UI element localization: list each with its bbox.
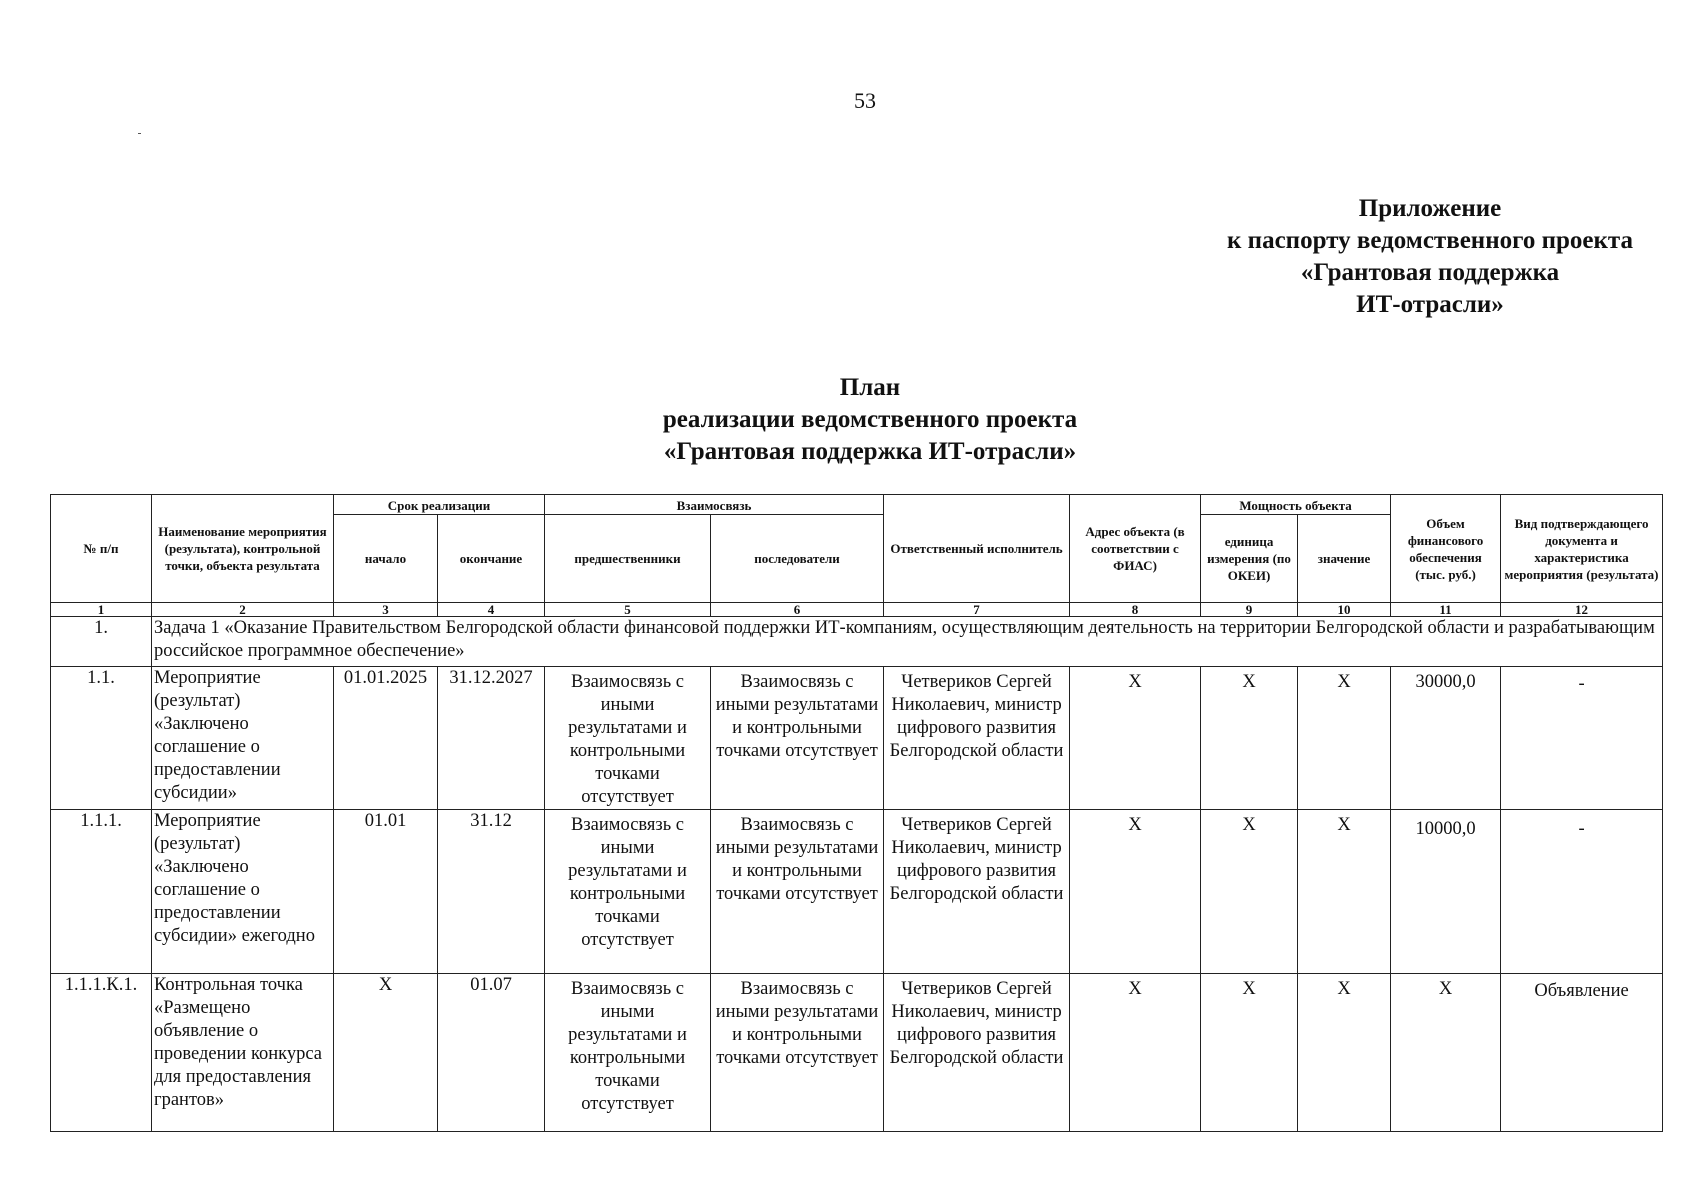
row-address: Х	[1070, 810, 1201, 974]
header-unit: единица измерения (по ОКЕИ)	[1201, 515, 1298, 603]
header-link: Взаимосвязь	[545, 495, 884, 515]
plan-table	[50, 494, 1663, 1132]
column-number: 4	[438, 603, 545, 617]
row-num: 1.1.1.	[51, 810, 152, 974]
row-unit: Х	[1201, 667, 1298, 810]
row-finance: 10000,0	[1391, 810, 1501, 974]
row-doc: Объявление	[1501, 974, 1663, 1132]
row-num: 1.1.	[51, 667, 152, 810]
row-responsible: Четвериков Сергей Николаевич, министр цифрового развития Белгородской области	[884, 810, 1070, 974]
plan-title-line-3: «Грантовая поддержка ИТ-отрасли»	[663, 438, 1077, 465]
table-row	[51, 667, 1663, 810]
row-unit: Х	[1201, 974, 1298, 1132]
column-number: 5	[545, 603, 711, 617]
plan-title-line-2: реализации ведомственного проекта	[662, 406, 1078, 433]
header-capacity: Мощность объекта	[1201, 495, 1391, 515]
column-number: 2	[152, 603, 334, 617]
header-doc-type: Вид подтверждающего документа и характеристика мероприятия (результата)	[1501, 495, 1663, 603]
scan-speck	[138, 133, 141, 134]
plan-title	[540, 372, 1200, 468]
header-address: Адрес объекта (в соответствии с ФИАС)	[1070, 495, 1201, 603]
column-number: 10	[1298, 603, 1391, 617]
row-unit: Х	[1201, 810, 1298, 974]
row-finance: 30000,0	[1391, 667, 1501, 810]
page-number: 53	[854, 88, 876, 113]
table-row	[51, 974, 1663, 1132]
row-value: Х	[1298, 810, 1391, 974]
row-predecessors: Взаимосвязь с иными результатами и контрольными точками отсутствует	[545, 810, 711, 974]
appendix-heading	[1170, 193, 1690, 321]
plan-title-line-1: План	[839, 374, 901, 401]
row-name: Контрольная точка «Размещено объявление о проведении конкурса для предоставления грантов»	[152, 974, 334, 1132]
task-text: Задача 1 «Оказание Правительством Белгородской области финансовой поддержки ИТ-компаниям, осуществляющим деятельность на территории Белгородской области и разрабатывающим российское программное обеспечение»	[152, 617, 1663, 667]
appendix-line-1: Приложение	[1358, 195, 1502, 222]
row-doc: -	[1501, 810, 1663, 974]
appendix-line-2: к паспорту ведомственного проекта	[1227, 227, 1633, 254]
header-period: Срок реализации	[334, 495, 545, 515]
header-finance: Объем финансового обеспечения (тыс. руб.)	[1391, 495, 1501, 603]
task-row	[51, 617, 1663, 667]
header-start: начало	[334, 515, 438, 603]
column-numbers-row	[51, 603, 1663, 617]
row-end: 31.12	[438, 810, 545, 974]
row-predecessors: Взаимосвязь с иными результатами и контрольными точками отсутствует	[545, 974, 711, 1132]
header-predecessors: предшественники	[545, 515, 711, 603]
row-value: Х	[1298, 974, 1391, 1132]
row-name: Мероприятие (результат) «Заключено соглашение о предоставлении субсидии»	[152, 667, 334, 810]
table-row	[51, 810, 1663, 974]
appendix-line-4: ИТ-отрасли»	[1356, 291, 1504, 318]
row-num: 1.1.1.К.1.	[51, 974, 152, 1132]
column-number: 7	[884, 603, 1070, 617]
header-value: значение	[1298, 515, 1391, 603]
row-finance: Х	[1391, 974, 1501, 1132]
column-number: 12	[1501, 603, 1663, 617]
row-successors: Взаимосвязь с иными результатами и контрольными точками отсутствует	[711, 667, 884, 810]
row-responsible: Четвериков Сергей Николаевич, министр цифрового развития Белгородской области	[884, 667, 1070, 810]
column-number: 9	[1201, 603, 1298, 617]
row-doc: -	[1501, 667, 1663, 810]
column-number: 3	[334, 603, 438, 617]
row-end: 31.12.2027	[438, 667, 545, 810]
header-end: окончание	[438, 515, 545, 603]
header-row-1	[51, 495, 1663, 515]
header-num: № п/п	[51, 495, 152, 603]
row-address: Х	[1070, 667, 1201, 810]
task-num: 1.	[51, 617, 152, 667]
row-address: Х	[1070, 974, 1201, 1132]
row-start: Х	[334, 974, 438, 1132]
row-start: 01.01.2025	[334, 667, 438, 810]
header-successors: последователи	[711, 515, 884, 603]
row-value: Х	[1298, 667, 1391, 810]
row-name: Мероприятие (результат) «Заключено соглашение о предоставлении субсидии» ежегодно	[152, 810, 334, 974]
header-responsible: Ответственный исполнитель	[884, 495, 1070, 603]
row-start: 01.01	[334, 810, 438, 974]
row-successors: Взаимосвязь с иными результатами и контрольными точками отсутствует	[711, 974, 884, 1132]
header-name: Наименование мероприятия (результата), контрольной точки, объекта результата	[152, 495, 334, 603]
column-number: 8	[1070, 603, 1201, 617]
column-number: 1	[51, 603, 152, 617]
appendix-line-3: «Грантовая поддержка	[1300, 259, 1560, 286]
row-predecessors: Взаимосвязь с иными результатами и контрольными точками отсутствует	[545, 667, 711, 810]
row-successors: Взаимосвязь с иными результатами и контрольными точками отсутствует	[711, 810, 884, 974]
column-number: 6	[711, 603, 884, 617]
row-end: 01.07	[438, 974, 545, 1132]
row-responsible: Четвериков Сергей Николаевич, министр цифрового развития Белгородской области	[884, 974, 1070, 1132]
column-number: 11	[1391, 603, 1501, 617]
